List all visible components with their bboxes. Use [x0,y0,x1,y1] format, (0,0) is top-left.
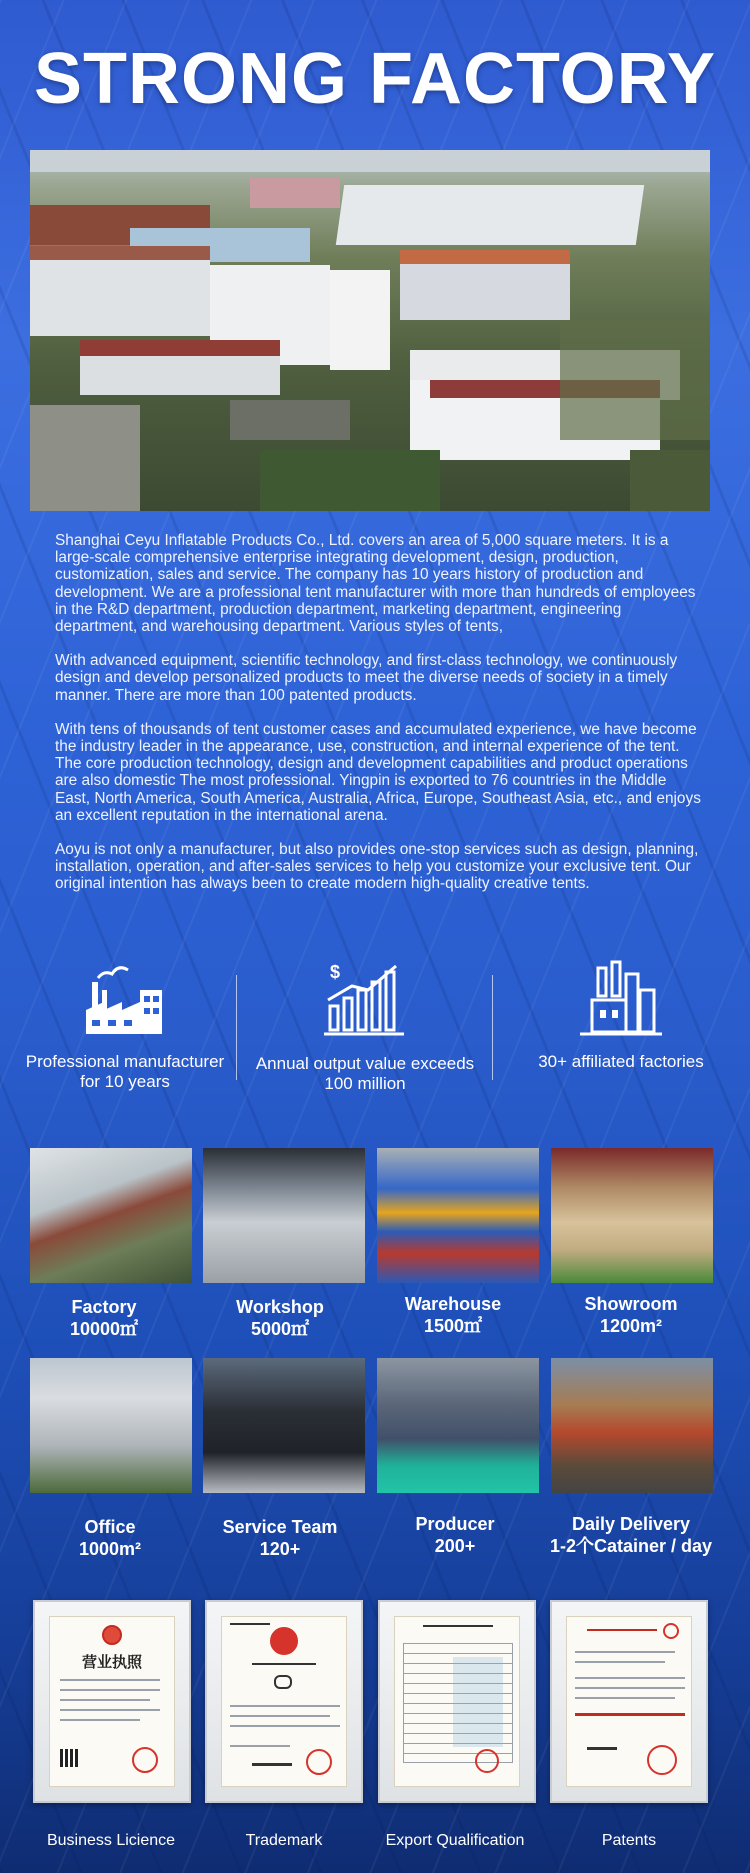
facility-caption: Showroom 1200m² [584,1294,678,1336]
intro-paragraph: Aoyu is not only a manufacturer, but also provides one-stop services such as design, planning, installation, operation, and after-sales services to help you customize your exclusive tent. Our original intention has always been to create modern high-quality creative tents. [55,841,699,893]
facility-caption: Service Team 120+ [222,1517,338,1559]
facility-caption: Daily Delivery 1-2个Catainer / day [549,1514,713,1556]
patent-certificate [550,1600,708,1803]
intro-paragraph: Shanghai Ceyu Inflatable Products Co., Ltd. covers an area of 5,000 square meters. It is a large-scale comprehensive enterprise integrating development, design, production, customization, sales and service. The company has 10 years history of production and development. We are a professional tent manufacturer with more than hundreds of employees in the R&D department, production department, marketing department, engineering department, and warehousing department. Various styles of tents, [55,532,696,636]
workshop-photo [203,1148,365,1283]
export-qualification-certificate [378,1600,536,1803]
facility-caption: Factory 10000㎡ [69,1297,139,1339]
facility-caption: Producer 200+ [415,1514,495,1556]
warehouse-photo [377,1148,539,1283]
stats-row [0,960,750,1100]
facility-caption: Office 1000m² [78,1517,142,1559]
factory-buildings-icon [578,960,664,1040]
certificate-caption: Trademark [245,1832,323,1849]
stat-output [240,960,490,1093]
showroom-photo [551,1148,713,1283]
factory-icon [82,960,168,1040]
facility-caption: Warehouse 1500㎡ [404,1294,502,1336]
trademark-certificate [205,1600,363,1803]
certificate-caption: Export Qualification [385,1832,525,1849]
stat-manufacturer [0,960,250,1091]
facility-caption: Workshop 5000㎡ [236,1297,324,1339]
service-team-photo [203,1358,365,1493]
stat-affiliates [496,960,746,1071]
factory-aerial-photo [30,150,710,511]
page-title: STRONG FACTORY [33,39,717,119]
stat-label: Annual output value exceeds 100 million [255,1054,475,1093]
growth-chart-icon [322,960,408,1040]
business-license-certificate: 营业执照 [33,1600,191,1803]
delivery-photo [551,1358,713,1493]
intro-paragraph: With tens of thousands of tent customer cases and accumulated experience, we have become the industry leader in the appearance, use, construction, and internal experience of the tent. The core production technology, design and development capabilities and product operations are also domestic The most professional. Yingpin is exported to 76 countries in the Middle East, North America, South America, Australia, Africa, Europe, Southeast Asia, etc., and enjoys an excellent reputation in the international arena. [55,720,701,824]
svg-text:$: $ [330,962,341,982]
producer-photo [377,1358,539,1493]
certificate-caption: Patents [601,1832,657,1849]
company-intro [55,532,705,910]
divider [236,975,237,1080]
stat-label: Professional manufacturer for 10 years [25,1052,225,1091]
office-photo [30,1358,192,1493]
certificate-caption: Business Licience [46,1832,176,1849]
stat-label: 30+ affiliated factories [538,1052,704,1071]
divider [492,975,493,1080]
factory-photo [30,1148,192,1283]
intro-paragraph: With advanced equipment, scientific technology, and first-class technology, we continuously design and develop personalized products to meet the diverse needs of society in a timely manner. There are more than 100 patented products. [55,652,678,704]
